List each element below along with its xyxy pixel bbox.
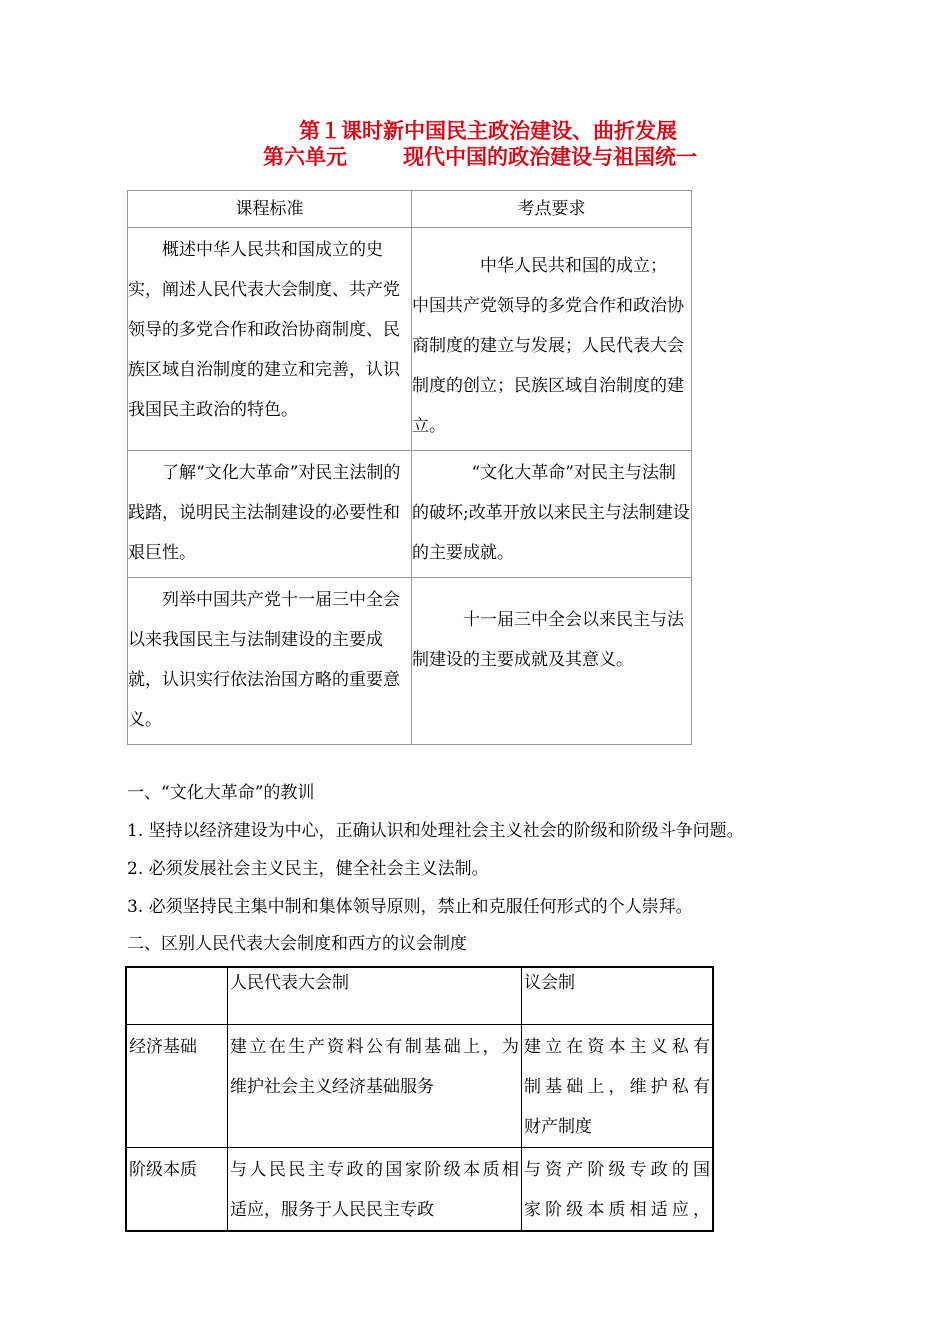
header-course-standard: 课程标准	[128, 191, 412, 228]
cell-line: 家阶级本质相适应，	[524, 1200, 710, 1220]
table-header-row	[128, 191, 692, 228]
unit-title	[0, 144, 950, 170]
standard-text: 了解“文化大革命”对民主法制的践踏，说明民主法制建设的必要性和艰巨性。	[128, 463, 401, 563]
cell-line: 建立在资本主义私有	[524, 1037, 710, 1057]
header-empty	[126, 967, 228, 1025]
table-header-row	[126, 967, 713, 1025]
unit-name: 现代中国的政治建设与祖国统一	[403, 145, 697, 169]
cell-line: 建立在生产资料公有制基础上，为	[230, 1037, 519, 1057]
section-heading-comparison: 二、区别人民代表大会制度和西方的议会制度	[127, 934, 467, 954]
requirement-cell	[412, 578, 692, 745]
parliament-economic-cell	[522, 1025, 714, 1148]
parliament-class-cell	[522, 1148, 714, 1232]
standard-cell	[128, 578, 412, 745]
standard-cell	[128, 451, 412, 578]
table-row	[126, 1148, 713, 1232]
system-comparison-table	[125, 966, 714, 1232]
section-heading-lessons: 一、“文化大革命”的教训	[127, 783, 315, 803]
requirement-text: “文化大革命”对民主与法制的破坏;改革开放以来民主与法制建设的主要成就。	[412, 463, 690, 563]
cell-line: 制基础上，维护私有	[524, 1077, 710, 1097]
cell-line: 与资产阶级专政的国	[524, 1160, 710, 1180]
standard-cell	[128, 228, 412, 451]
row-label-economic-basis: 经济基础	[126, 1025, 228, 1148]
table-row	[128, 451, 692, 578]
standard-text: 列举中国共产党十一届三中全会以来我国民主与法制建设的主要成就，认识实行依法治国方略的重要意义。	[128, 590, 400, 730]
cell-line: 财产制度	[524, 1117, 592, 1137]
npc-class-cell	[228, 1148, 522, 1232]
requirement-cell	[412, 228, 692, 451]
cell-line: 维护社会主义经济基础服务	[230, 1077, 434, 1097]
table-row	[128, 578, 692, 745]
list-item: 3. 必须坚持民主集中制和集体领导原则，禁止和克服任何形式的个人崇拜。	[127, 897, 693, 917]
table-row	[128, 228, 692, 451]
standard-text: 概述中华人民共和国成立的史实，阐述人民代表大会制度、共产党领导的多党合作和政治协商制度、民族区域自治制度的建立和完善，认识我国民主政治的特色。	[128, 240, 400, 420]
list-item: 2. 必须发展社会主义民主，健全社会主义法制。	[127, 859, 489, 879]
header-npc-system: 人民代表大会制	[228, 967, 522, 1025]
requirement-text: 中华人民共和国的成立；	[480, 256, 667, 276]
unit-number: 第六单元	[263, 145, 347, 169]
npc-economic-cell	[228, 1025, 522, 1148]
requirement-cell	[412, 451, 692, 578]
row-label-class-nature: 阶级本质	[126, 1148, 228, 1232]
requirement-text-cont: 中国共产党领导的多党合作和政治协商制度的建立与发展；人民代表大会制度的创立；民族区域自治制度的建立。	[412, 296, 684, 436]
lesson-title: 第１课时新中国民主政治建设、曲折发展	[299, 119, 677, 143]
table-row	[126, 1025, 713, 1148]
requirement-text: 十一届三中全会以来民主与法制建设的主要成就及其意义。	[412, 610, 684, 670]
cell-line: 与人民民主专政的国家阶级本质相	[230, 1160, 519, 1180]
header-parliament-system: 议会制	[522, 967, 714, 1025]
header-exam-requirement: 考点要求	[412, 191, 692, 228]
curriculum-standards-table	[127, 190, 692, 745]
list-item: 1. 坚持以经济建设为中心，正确认识和处理社会主义社会的阶级和阶级斗争问题。	[127, 821, 744, 841]
cell-line: 适应，服务于人民民主专政	[230, 1200, 434, 1220]
